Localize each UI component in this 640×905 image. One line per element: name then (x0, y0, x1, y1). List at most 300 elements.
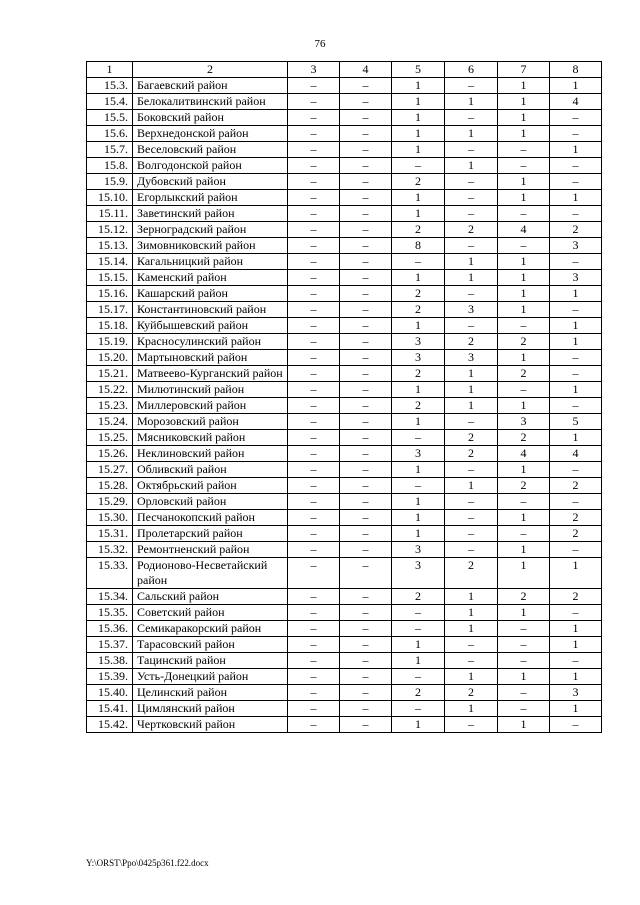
value-col-6: 2 (445, 430, 498, 446)
value-col-6: – (445, 542, 498, 558)
value-col-8: 1 (550, 334, 602, 350)
value-col-4: – (340, 446, 392, 462)
value-col-7: 2 (498, 366, 550, 382)
value-col-5: 1 (392, 526, 445, 542)
value-col-4: – (340, 621, 392, 637)
value-col-3: – (288, 414, 340, 430)
value-col-5: 1 (392, 94, 445, 110)
value-col-3: – (288, 78, 340, 94)
value-col-6: – (445, 462, 498, 478)
value-col-7: – (498, 382, 550, 398)
value-col-8: 3 (550, 685, 602, 701)
value-col-3: – (288, 701, 340, 717)
row-number: 15.22. (87, 382, 133, 398)
table-row (87, 94, 602, 110)
value-col-4: – (340, 110, 392, 126)
value-col-6: 1 (445, 589, 498, 605)
table-row (87, 270, 602, 286)
value-col-6: – (445, 286, 498, 302)
row-number: 15.28. (87, 478, 133, 494)
row-number: 15.12. (87, 222, 133, 238)
value-col-8: 2 (550, 478, 602, 494)
table-row (87, 126, 602, 142)
value-col-6: 1 (445, 669, 498, 685)
value-col-3: – (288, 126, 340, 142)
row-number: 15.35. (87, 605, 133, 621)
value-col-8: 1 (550, 701, 602, 717)
value-col-4: – (340, 398, 392, 414)
value-col-4: – (340, 318, 392, 334)
district-name: Кашарский район (133, 286, 288, 302)
table-row (87, 669, 602, 685)
table-row (87, 446, 602, 462)
value-col-6: 3 (445, 350, 498, 366)
value-col-4: – (340, 334, 392, 350)
row-number: 15.4. (87, 94, 133, 110)
value-col-7: 1 (498, 717, 550, 733)
district-name: Пролетарский район (133, 526, 288, 542)
value-col-3: – (288, 605, 340, 621)
table-row (87, 222, 602, 238)
value-col-5: 1 (392, 717, 445, 733)
value-col-6: 1 (445, 398, 498, 414)
value-col-8: – (550, 462, 602, 478)
value-col-7: – (498, 142, 550, 158)
value-col-7: – (498, 637, 550, 653)
value-col-3: – (288, 478, 340, 494)
value-col-5: 1 (392, 270, 445, 286)
row-number: 15.18. (87, 318, 133, 334)
value-col-7: 1 (498, 510, 550, 526)
value-col-8: 4 (550, 94, 602, 110)
value-col-7: 1 (498, 558, 550, 589)
district-name: Веселовский район (133, 142, 288, 158)
value-col-7: 1 (498, 398, 550, 414)
table-row (87, 286, 602, 302)
value-col-3: – (288, 510, 340, 526)
header-col-4: 4 (340, 62, 392, 78)
table-row (87, 637, 602, 653)
table-row (87, 462, 602, 478)
value-col-3: – (288, 462, 340, 478)
table-row (87, 542, 602, 558)
value-col-5: 1 (392, 637, 445, 653)
value-col-6: 1 (445, 366, 498, 382)
row-number: 15.7. (87, 142, 133, 158)
value-col-4: – (340, 605, 392, 621)
value-col-6: 1 (445, 605, 498, 621)
table-row (87, 685, 602, 701)
value-col-6: – (445, 510, 498, 526)
value-col-3: – (288, 621, 340, 637)
value-col-5: 1 (392, 382, 445, 398)
value-col-6: – (445, 110, 498, 126)
value-col-4: – (340, 669, 392, 685)
value-col-4: – (340, 238, 392, 254)
district-name: Куйбышевский район (133, 318, 288, 334)
row-number: 15.14. (87, 254, 133, 270)
value-col-5: 1 (392, 206, 445, 222)
table-row (87, 158, 602, 174)
value-col-3: – (288, 542, 340, 558)
value-col-5: 1 (392, 190, 445, 206)
value-col-6: 1 (445, 621, 498, 637)
value-col-3: – (288, 637, 340, 653)
row-number: 15.19. (87, 334, 133, 350)
value-col-3: – (288, 238, 340, 254)
district-name: Тацинский район (133, 653, 288, 669)
row-number: 15.39. (87, 669, 133, 685)
value-col-3: – (288, 558, 340, 589)
header-col-6: 6 (445, 62, 498, 78)
district-name: Егорлыкский район (133, 190, 288, 206)
value-col-5: 2 (392, 685, 445, 701)
value-col-5: 1 (392, 110, 445, 126)
value-col-5: – (392, 621, 445, 637)
value-col-5: 3 (392, 350, 445, 366)
value-col-7: 1 (498, 605, 550, 621)
row-number: 15.24. (87, 414, 133, 430)
district-table (86, 61, 602, 733)
table-row (87, 334, 602, 350)
value-col-5: 3 (392, 558, 445, 589)
value-col-6: – (445, 717, 498, 733)
district-name: Зимовниковский район (133, 238, 288, 254)
row-number: 15.15. (87, 270, 133, 286)
table-row (87, 254, 602, 270)
value-col-4: – (340, 366, 392, 382)
value-col-7: 4 (498, 222, 550, 238)
header-col-8: 8 (550, 62, 602, 78)
table-row (87, 382, 602, 398)
row-number: 15.16. (87, 286, 133, 302)
table-row (87, 318, 602, 334)
table-row (87, 526, 602, 542)
district-name: Заветинский район (133, 206, 288, 222)
value-col-6: – (445, 653, 498, 669)
district-name: Мясниковский район (133, 430, 288, 446)
value-col-4: – (340, 142, 392, 158)
value-col-3: – (288, 334, 340, 350)
district-name: Верхнедонской район (133, 126, 288, 142)
table-row (87, 558, 602, 589)
value-col-6: – (445, 206, 498, 222)
value-col-8: – (550, 605, 602, 621)
district-name: Неклиновский район (133, 446, 288, 462)
value-col-5: 1 (392, 462, 445, 478)
value-col-7: 1 (498, 190, 550, 206)
table-row (87, 110, 602, 126)
table-row (87, 701, 602, 717)
value-col-6: – (445, 190, 498, 206)
table-row (87, 414, 602, 430)
value-col-8: 1 (550, 78, 602, 94)
value-col-4: – (340, 430, 392, 446)
table-body (87, 62, 602, 733)
value-col-8: 2 (550, 589, 602, 605)
value-col-4: – (340, 685, 392, 701)
district-name: Песчанокопский район (133, 510, 288, 526)
row-number: 15.30. (87, 510, 133, 526)
value-col-8: 1 (550, 637, 602, 653)
row-number: 15.26. (87, 446, 133, 462)
table-row (87, 589, 602, 605)
value-col-8: 3 (550, 270, 602, 286)
value-col-3: – (288, 302, 340, 318)
value-col-7: 4 (498, 446, 550, 462)
value-col-7: 1 (498, 78, 550, 94)
value-col-5: – (392, 430, 445, 446)
value-col-5: 3 (392, 542, 445, 558)
value-col-8: – (550, 174, 602, 190)
district-name: Белокалитвинский район (133, 94, 288, 110)
value-col-5: – (392, 254, 445, 270)
district-name: Матвеево-Курганский район (133, 366, 288, 382)
value-col-4: – (340, 158, 392, 174)
value-col-7: 2 (498, 478, 550, 494)
value-col-8: 2 (550, 222, 602, 238)
value-col-4: – (340, 542, 392, 558)
value-col-4: – (340, 494, 392, 510)
value-col-8: 1 (550, 286, 602, 302)
value-col-4: – (340, 701, 392, 717)
value-col-7: 1 (498, 174, 550, 190)
district-name: Цимлянский район (133, 701, 288, 717)
district-name: Семикаракорский район (133, 621, 288, 637)
district-name: Волгодонской район (133, 158, 288, 174)
value-col-5: – (392, 158, 445, 174)
district-name: Зерноградский район (133, 222, 288, 238)
value-col-5: 1 (392, 142, 445, 158)
district-name: Дубовский район (133, 174, 288, 190)
row-number: 15.3. (87, 78, 133, 94)
district-name: Миллеровский район (133, 398, 288, 414)
row-number: 15.41. (87, 701, 133, 717)
value-col-6: – (445, 526, 498, 542)
row-number: 15.31. (87, 526, 133, 542)
district-name: Багаевский район (133, 78, 288, 94)
value-col-4: – (340, 717, 392, 733)
value-col-3: – (288, 430, 340, 446)
value-col-3: – (288, 350, 340, 366)
value-col-4: – (340, 254, 392, 270)
value-col-8: 1 (550, 621, 602, 637)
value-col-8: – (550, 653, 602, 669)
value-col-8: – (550, 717, 602, 733)
value-col-7: 1 (498, 669, 550, 685)
row-number: 15.8. (87, 158, 133, 174)
value-col-6: 2 (445, 558, 498, 589)
value-col-6: 1 (445, 270, 498, 286)
value-col-3: – (288, 526, 340, 542)
district-name: Чертковский район (133, 717, 288, 733)
table-row (87, 398, 602, 414)
value-col-8: 5 (550, 414, 602, 430)
value-col-4: – (340, 206, 392, 222)
value-col-6: – (445, 637, 498, 653)
value-col-8: – (550, 542, 602, 558)
value-col-6: 1 (445, 478, 498, 494)
row-number: 15.17. (87, 302, 133, 318)
value-col-5: – (392, 478, 445, 494)
value-col-7: – (498, 653, 550, 669)
value-col-3: – (288, 446, 340, 462)
value-col-6: – (445, 494, 498, 510)
value-col-7: 3 (498, 414, 550, 430)
value-col-4: – (340, 78, 392, 94)
value-col-5: 8 (392, 238, 445, 254)
value-col-3: – (288, 190, 340, 206)
value-col-4: – (340, 510, 392, 526)
value-col-5: 3 (392, 334, 445, 350)
value-col-8: 1 (550, 318, 602, 334)
value-col-6: – (445, 318, 498, 334)
value-col-6: 1 (445, 126, 498, 142)
table-row (87, 366, 602, 382)
value-col-4: – (340, 526, 392, 542)
district-name: Константиновский район (133, 302, 288, 318)
header-col-5: 5 (392, 62, 445, 78)
value-col-8: – (550, 494, 602, 510)
value-col-8: – (550, 126, 602, 142)
table-header-row (87, 62, 602, 78)
value-col-4: – (340, 174, 392, 190)
header-col-1: 1 (87, 62, 133, 78)
value-col-3: – (288, 318, 340, 334)
district-name: Советский район (133, 605, 288, 621)
row-number: 15.9. (87, 174, 133, 190)
value-col-5: 1 (392, 653, 445, 669)
value-col-5: 2 (392, 366, 445, 382)
district-name: Родионово-Несветайский район (133, 558, 288, 589)
value-col-4: – (340, 286, 392, 302)
value-col-8: 2 (550, 510, 602, 526)
value-col-7: – (498, 685, 550, 701)
value-col-3: – (288, 270, 340, 286)
row-number: 15.25. (87, 430, 133, 446)
value-col-7: 1 (498, 286, 550, 302)
value-col-8: 2 (550, 526, 602, 542)
table-row (87, 510, 602, 526)
value-col-3: – (288, 174, 340, 190)
row-number: 15.21. (87, 366, 133, 382)
value-col-6: 2 (445, 446, 498, 462)
district-name: Мартыновский район (133, 350, 288, 366)
value-col-3: – (288, 669, 340, 685)
value-col-3: – (288, 222, 340, 238)
row-number: 15.13. (87, 238, 133, 254)
district-name: Орловский район (133, 494, 288, 510)
page-number: 76 (314, 38, 326, 50)
value-col-6: 2 (445, 222, 498, 238)
row-number: 15.27. (87, 462, 133, 478)
table-row (87, 605, 602, 621)
table-row (87, 190, 602, 206)
value-col-3: – (288, 717, 340, 733)
table-row (87, 174, 602, 190)
value-col-6: 1 (445, 254, 498, 270)
value-col-4: – (340, 589, 392, 605)
value-col-6: – (445, 142, 498, 158)
row-number: 15.20. (87, 350, 133, 366)
value-col-3: – (288, 382, 340, 398)
value-col-6: – (445, 238, 498, 254)
value-col-7: – (498, 206, 550, 222)
value-col-6: 1 (445, 701, 498, 717)
value-col-8: – (550, 366, 602, 382)
value-col-7: 2 (498, 430, 550, 446)
row-number: 15.5. (87, 110, 133, 126)
value-col-8: – (550, 158, 602, 174)
value-col-8: 1 (550, 382, 602, 398)
value-col-4: – (340, 414, 392, 430)
value-col-7: 1 (498, 126, 550, 142)
value-col-7: 1 (498, 302, 550, 318)
value-col-3: – (288, 494, 340, 510)
district-name: Усть-Донецкий район (133, 669, 288, 685)
district-name: Сальский район (133, 589, 288, 605)
value-col-8: – (550, 302, 602, 318)
district-name: Морозовский район (133, 414, 288, 430)
district-name: Каменский район (133, 270, 288, 286)
value-col-5: – (392, 605, 445, 621)
table-row (87, 478, 602, 494)
value-col-6: 2 (445, 685, 498, 701)
value-col-7: – (498, 318, 550, 334)
value-col-7: 1 (498, 462, 550, 478)
value-col-3: – (288, 94, 340, 110)
value-col-5: 1 (392, 318, 445, 334)
value-col-4: – (340, 190, 392, 206)
row-number: 15.38. (87, 653, 133, 669)
header-col-2: 2 (133, 62, 288, 78)
district-name: Кагальницкий район (133, 254, 288, 270)
table-row (87, 621, 602, 637)
value-col-3: – (288, 366, 340, 382)
value-col-5: – (392, 669, 445, 685)
value-col-7: 1 (498, 350, 550, 366)
table-row (87, 430, 602, 446)
value-col-3: – (288, 653, 340, 669)
table-row (87, 302, 602, 318)
value-col-8: 1 (550, 430, 602, 446)
value-col-4: – (340, 302, 392, 318)
row-number: 15.23. (87, 398, 133, 414)
district-name: Обливский район (133, 462, 288, 478)
value-col-4: – (340, 653, 392, 669)
value-col-7: – (498, 494, 550, 510)
value-col-5: 1 (392, 78, 445, 94)
value-col-4: – (340, 637, 392, 653)
value-col-4: – (340, 382, 392, 398)
value-col-4: – (340, 350, 392, 366)
district-name: Целинский район (133, 685, 288, 701)
value-col-5: 1 (392, 126, 445, 142)
value-col-5: 2 (392, 589, 445, 605)
table-row (87, 142, 602, 158)
value-col-4: – (340, 222, 392, 238)
value-col-8: – (550, 110, 602, 126)
value-col-8: 1 (550, 190, 602, 206)
value-col-8: – (550, 254, 602, 270)
value-col-4: – (340, 558, 392, 589)
value-col-8: 1 (550, 142, 602, 158)
row-number: 15.40. (87, 685, 133, 701)
value-col-5: 2 (392, 174, 445, 190)
row-number: 15.37. (87, 637, 133, 653)
value-col-3: – (288, 286, 340, 302)
district-name: Октябрьский район (133, 478, 288, 494)
